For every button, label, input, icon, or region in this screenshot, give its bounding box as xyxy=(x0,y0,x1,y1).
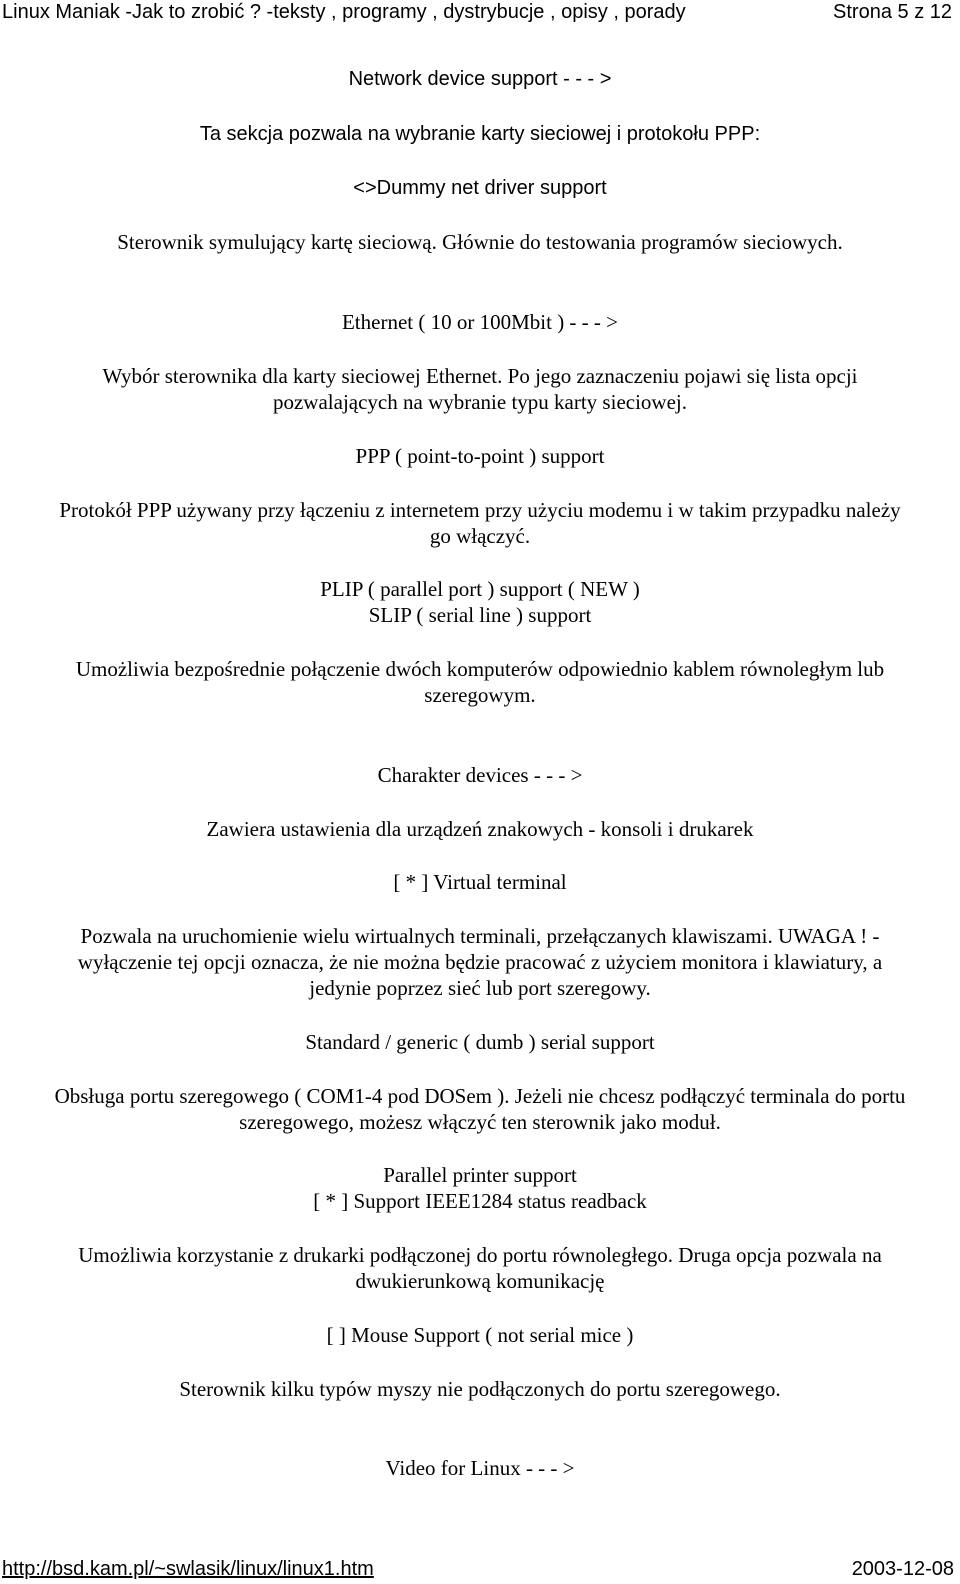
paragraph-line: szeregowego, możesz włączyć ten sterownik jako moduł. xyxy=(239,1110,721,1134)
paragraph: Sterownik kilku typów myszy nie podłączonych do portu szeregowego. xyxy=(179,1377,781,1401)
paragraph-line: Protokół PPP używany przy łączeniu z internetem przy użyciu modemu i w takim przypadku należy xyxy=(59,498,901,522)
paragraph: Sterownik symulujący kartę sieciową. Głównie do testowania programów sieciowych. xyxy=(117,230,843,254)
paragraph-line: go włączyć. xyxy=(429,524,531,548)
section-heading-video: Video for Linux - - - > xyxy=(385,1456,575,1480)
option-virtual-terminal: [ * ] Virtual terminal xyxy=(393,870,567,894)
option-ieee1284: [ * ] Support IEEE1284 status readback xyxy=(313,1189,647,1213)
paragraph-line: jedynie poprzez sieć lub port szeregowy. xyxy=(309,976,651,1000)
paragraph-line: szeregowym. xyxy=(424,683,536,707)
option-ethernet: Ethernet ( 10 or 100Mbit ) - - - > xyxy=(341,310,619,334)
paragraph-line: Obsługa portu szeregowego ( COM1-4 pod DOSem ). Jeżeli nie chcesz podłączyć terminala do portu xyxy=(54,1084,906,1108)
paragraph-line: Pozwala na uruchomienie wielu wirtualnych terminali, przełączanych klawiszami. UWAGA ! - xyxy=(80,924,880,948)
option-dummy-net-driver: <>Dummy net driver support xyxy=(353,177,607,199)
option-mouse-support: [ ] Mouse Support ( not serial mice ) xyxy=(326,1323,634,1347)
option-slip: SLIP ( serial line ) support xyxy=(368,603,592,627)
print-date: 2003-12-08 xyxy=(851,1558,954,1580)
paragraph-line: Wybór sterownika dla karty sieciowej Ethernet. Po jego zaznaczeniu pojawi się lista opcji xyxy=(102,364,858,388)
option-parallel-printer: Parallel printer support xyxy=(383,1163,577,1187)
paragraph: Ta sekcja pozwala na wybranie karty sieciowej i protokołu PPP: xyxy=(199,123,761,145)
page-number: Strona 5 z 12 xyxy=(833,1,952,23)
paragraph-line: dwukierunkową komunikację xyxy=(355,1269,605,1293)
document-title: Linux Maniak -Jak to zrobić ? -teksty , programy , dystrybucje , opisy , porady xyxy=(2,1,686,23)
option-ppp: PPP ( point-to-point ) support xyxy=(355,444,605,468)
option-serial-support: Standard / generic ( dumb ) serial support xyxy=(305,1030,655,1054)
paragraph-line: wyłączenie tej opcji oznacza, że nie można będzie pracować z użyciem monitora i klawiatury, a xyxy=(77,950,883,974)
paragraph: Zawiera ustawienia dla urządzeń znakowych - konsoli i drukarek xyxy=(206,817,754,841)
paragraph-line: Umożliwia bezpośrednie połączenie dwóch komputerów odpowiednio kablem równoległym lub xyxy=(75,657,885,681)
paragraph-line: Umożliwia korzystanie z drukarki podłączonej do portu równoległego. Druga opcja pozwala na xyxy=(78,1243,882,1267)
section-heading-network: Network device support - - - > xyxy=(348,68,612,90)
section-heading-character-devices: Charakter devices - - - > xyxy=(377,763,583,787)
option-plip: PLIP ( parallel port ) support ( NEW ) xyxy=(320,577,640,601)
page-header xyxy=(0,0,960,26)
paragraph-line: pozwalających na wybranie typu karty sieciowej. xyxy=(272,390,687,414)
page-footer xyxy=(0,1556,960,1584)
source-url-link[interactable]: http://bsd.kam.pl/~swlasik/linux/linux1.htm xyxy=(2,1558,374,1580)
